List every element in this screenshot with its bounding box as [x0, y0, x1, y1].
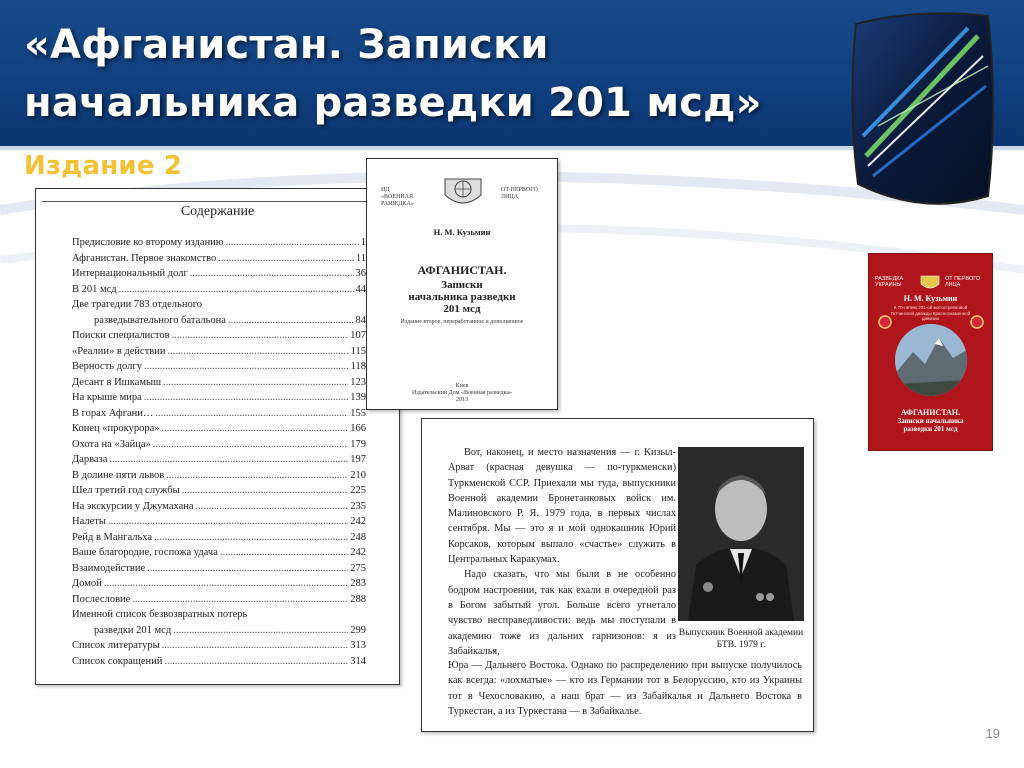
toc-entry-page: 115 [350, 345, 366, 357]
toc-entry-page: 11 [355, 252, 366, 264]
toc-row [72, 499, 366, 515]
toc-entry-title: В горах Афгани… [72, 407, 154, 419]
toc-entry-title: На крыше мира [72, 392, 142, 403]
toc-row [72, 514, 366, 530]
toc-leader-dots [153, 437, 348, 453]
text-column-narrow [448, 445, 676, 659]
title-page-imprint [367, 383, 557, 404]
toc-row [72, 406, 366, 422]
title-page-publisher-right: ОТ ПЕРВОГО ЛИЦА [501, 187, 538, 200]
toc-row [72, 328, 366, 344]
toc-entry-page: 166 [350, 423, 366, 434]
toc-entry-title: «Реалии» в действии [72, 345, 166, 357]
cover-badge-right-icon [969, 314, 985, 330]
toc-entry-page: 242 [350, 516, 366, 527]
toc-entry-page: 36 [355, 268, 366, 279]
book-title-page [366, 158, 558, 410]
text-column-wide [448, 658, 802, 719]
toc-entry-page: 283 [350, 578, 366, 589]
toc-entry-page: 179 [350, 438, 366, 450]
toc-entry-title: Домой [72, 578, 102, 589]
toc-entry-page: 210 [350, 469, 366, 481]
toc-leader-dots [190, 266, 354, 282]
toc-leader-dots [144, 359, 349, 375]
mountain-image [895, 324, 967, 396]
toc-entry-title: Взаимодействие [72, 562, 146, 574]
toc-entry-page: 107 [350, 330, 366, 341]
toc-row [72, 375, 366, 391]
cover-emblem-icon [919, 274, 941, 290]
toc-entry-title: Интернациональный долг [72, 268, 188, 279]
toc-entry-page: 248 [350, 531, 366, 543]
toc-entry-title: Рейд в Мангальха [72, 531, 153, 543]
toc-row [72, 359, 366, 375]
toc-leader-dots [162, 421, 349, 437]
cover-series-left: РАЗВЕДКА УКРАИНЫ [875, 276, 904, 288]
toc-leader-dots [166, 468, 348, 484]
toc-entry-page: 288 [350, 593, 366, 605]
toc-entry-page: 155 [350, 407, 366, 419]
toc-entry-title: Дарваза [72, 454, 108, 465]
toc-entry-page: 1 [360, 237, 366, 248]
toc-row [72, 654, 366, 670]
portrait-photo [678, 447, 804, 621]
cover-title-block [869, 417, 992, 433]
toc-entry-page: 118 [350, 361, 366, 372]
toc-row [72, 592, 366, 608]
toc-entry-page: 242 [350, 547, 366, 558]
toc-row [72, 235, 366, 251]
book-cover [868, 253, 993, 451]
toc-row [72, 297, 366, 313]
toc-row [72, 437, 366, 453]
toc-leader-dots [218, 251, 354, 267]
toc-entry-page: 44 [355, 283, 366, 295]
toc-entry-title: Именной список безвозвратных потерь [72, 609, 248, 620]
toc-entry-title: Предисловие ко второму изданию [72, 237, 224, 248]
toc-row [72, 282, 366, 298]
toc-leader-dots [155, 406, 348, 422]
toc-leader-dots [172, 328, 349, 344]
title-page-publisher-left: ИД «ВОЕННАЯ РАЗВЕДКА» [381, 187, 414, 207]
toc-row [72, 545, 366, 561]
cover-title-line2: Записки начальника [897, 417, 964, 425]
toc-entry-page: 197 [350, 454, 366, 465]
title-page-title-block [367, 279, 557, 315]
slide-number: 19 [985, 726, 1000, 741]
toc-leader-dots [220, 545, 348, 561]
title-page-year: 2013 [456, 397, 468, 403]
toc-entry-title: Ваше благородие, госпожа удача [72, 547, 218, 558]
toc-row [72, 623, 366, 639]
officer-portrait-image [678, 447, 804, 621]
toc-row [72, 421, 366, 437]
title-page-title-line1: АФГАНИСТАН. [417, 263, 507, 277]
title-page-author: Н. М. Кузьмин [433, 227, 491, 237]
toc-leader-dots [147, 561, 348, 577]
title-page-title-line3: начальника разведки [408, 291, 516, 303]
toc-row [72, 313, 366, 329]
toc-row [72, 452, 366, 468]
toc-row [72, 266, 366, 282]
toc-entry-title: Поиски специалистов [72, 330, 170, 341]
toc-entry-title: Шел третий год службы [72, 485, 180, 496]
toc-entry-title: разведывательного батальона [94, 314, 226, 326]
toc-leader-dots [226, 235, 359, 251]
cover-title-line3: разведки 201 мсд [903, 425, 958, 433]
toc-entry-page: 225 [350, 485, 366, 496]
toc-entry-title: разведки 201 мсд [94, 624, 172, 636]
cover-subtitle: К 70-летию 201-ой мотострелковой Гатчинской дважды Краснознаменной дивизии [890, 305, 971, 321]
title-page-title-line2: Записки [441, 279, 483, 291]
toc-row [72, 483, 366, 499]
toc-entry-title: Десант в Ишкамыш [72, 376, 162, 388]
toc-row [72, 390, 366, 406]
title-page-city: Киев [455, 383, 469, 389]
toc-entry-title: Послесловие [72, 593, 131, 605]
toc-entry-title: В долине пяти львов [72, 469, 165, 481]
toc-entry-title: Список сокращений [72, 655, 163, 667]
toc-row [72, 607, 366, 623]
toc-entry-title: Список литературы [72, 640, 160, 651]
toc-entry-page: 314 [350, 655, 366, 667]
toc-entry-title: На экскурсии у Джумахана [72, 500, 194, 512]
toc-entry-title: Охота на «Зайца» [72, 438, 151, 450]
toc-entry-page: 123 [350, 376, 366, 388]
paragraph-1: Вот, наконец, и место назначения — г. Кизыл-Арват (красная девушка — по-туркменски) Туркменской ССР. Приехали мы туда, выпускники Военной академии Бронетанковых войск им. Малиновского Р. Я. 1979 года, в первых числах сентября. Мы — это я и мой однокашник Юрий Корсаков, которым выпало «счастье» служить в Центральных Каракумах. [448, 447, 676, 566]
cover-badge-left-icon [877, 314, 893, 330]
toc-leader-dots [109, 452, 348, 468]
toc-entry-title: В 201 мсд [72, 283, 117, 295]
toc-leader-dots [119, 282, 354, 298]
toc-row [72, 576, 366, 592]
toc-entry-page: 299 [350, 624, 366, 636]
toc-entry-title: Налеты [72, 516, 106, 527]
toc-list [72, 235, 366, 669]
toc-leader-dots [144, 390, 348, 406]
paragraph-2-start: Надо сказать, что мы были в не особенно бодром настроении, так как ехали в очередной раз в Богом забытый угол. Больше всего угнетало чувство несправедливости: ведь мы поступали в академию тоже из дальних гарнизонов: я из Забайкалья, [448, 569, 676, 657]
paragraph-2-end: Юра — Дальнего Востока. Однако по распределению при выпуске получилось как всегда: «лохматые» — кто из Германии тот в Белоруссию, кто из Украины тот в Чехословакию, а наш брат — из Забайкалья и Дальнего Востока в Туркестан, а из Туркестана — в Забайкалье. [448, 660, 802, 717]
toc-leader-dots [163, 375, 348, 391]
toc-leader-dots [196, 499, 349, 515]
toc-leader-dots [173, 623, 348, 639]
title-page-edition-note: Издание второе, переработанное и дополненное [400, 319, 524, 325]
toc-leader-dots [162, 638, 349, 654]
toc-row [72, 638, 366, 654]
toc-row [72, 468, 366, 484]
cover-series-right: ОТ ПЕРВОГО ЛИЦА [945, 276, 981, 288]
table-of-contents-page [35, 188, 400, 685]
photo-caption: Выпускник Военной академии БТВ. 1979 г. [678, 628, 804, 650]
toc-row [72, 344, 366, 360]
toc-entry-page: 313 [350, 640, 366, 651]
toc-entry-title: Афганистан. Первое знакомство [72, 252, 217, 264]
toc-leader-dots [154, 530, 348, 546]
cover-title-line1: АФГАНИСТАН. [900, 408, 961, 417]
toc-entry-title: Верность долгу [72, 361, 142, 372]
toc-heading: Содержание [42, 201, 393, 224]
toc-leader-dots [164, 654, 348, 670]
toc-entry-page: 139 [350, 392, 366, 403]
cover-mountain-photo [895, 324, 967, 396]
toc-leader-dots [168, 344, 349, 360]
toc-row [72, 561, 366, 577]
book-text-page [421, 418, 814, 732]
title-page-publisher: Издательский Дом «Военная разведка» [412, 390, 512, 396]
toc-entry-title: Две трагедии 783 отдельного [72, 299, 202, 310]
title-page-title-line4: 201 мсд [443, 303, 481, 315]
toc-row [72, 530, 366, 546]
toc-row [72, 251, 366, 267]
toc-leader-dots [104, 576, 349, 592]
toc-leader-dots [182, 483, 349, 499]
toc-leader-dots [108, 514, 348, 530]
publisher-emblem-icon [441, 173, 485, 211]
toc-leader-dots [132, 592, 348, 608]
cover-author: Н. М. Кузьмин [903, 294, 958, 303]
toc-entry-title: Конец «прокурора» [72, 423, 160, 434]
title-main: «Афганистан. Записки начальника разведки 201 мсд» [24, 22, 762, 126]
title-edition: Издание 2 [24, 151, 183, 181]
toc-entry-page: 235 [350, 500, 366, 512]
toc-leader-dots [228, 313, 354, 329]
toc-entry-page: 275 [350, 562, 366, 574]
decorative-light-cube-icon [848, 6, 998, 212]
toc-entry-page: 84 [355, 314, 366, 326]
